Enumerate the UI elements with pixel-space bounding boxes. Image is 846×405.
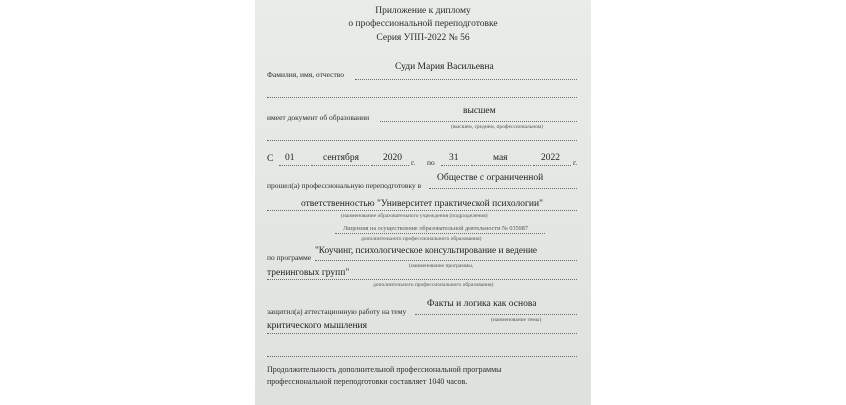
organization-label: прошел(а) профессиональную переподготовку в — [267, 181, 422, 190]
thesis-line-2 — [267, 333, 577, 334]
period-to-year-line — [533, 165, 571, 166]
license-line — [335, 233, 545, 234]
education-label: имеет документ об образовании — [267, 113, 370, 122]
period-from-month-line — [311, 165, 369, 166]
period-from-day-line — [279, 165, 309, 166]
program-line-1 — [315, 260, 577, 261]
period-from-year: 2020 — [383, 153, 402, 163]
program-hint: (наименование программы, — [409, 263, 474, 269]
duration-line2: профессиональной переподготовки составляет 1040 часов. — [267, 377, 468, 386]
header-title: Приложение к диплому — [375, 6, 471, 16]
period-to-year: 2022 — [541, 153, 560, 163]
period-from-year-line — [371, 165, 409, 166]
period-year-suffix-1: г. — [411, 158, 416, 167]
thesis-extra-line — [267, 356, 577, 357]
license-text: Лицензия на осуществление образовательной деятельности № 035987 — [343, 225, 528, 232]
thesis-line1: Факты и логика как основа — [427, 299, 537, 309]
organization-line2: ответственностью "Университет практической психологии" — [301, 199, 543, 209]
duration-line1: Продолжительность дополнительной профессиональной программы — [267, 365, 502, 374]
thesis-hint: (наименование темы) — [491, 317, 542, 323]
period-to-day-line — [441, 165, 469, 166]
thesis-line2: критического мышления — [267, 321, 368, 331]
education-value: высшем — [463, 106, 496, 116]
license-hint: дополнительного профессионального образования) — [361, 236, 482, 242]
period-to-month: мая — [493, 153, 508, 163]
program-line1: "Коучинг, психологическое консультирование и ведение — [315, 246, 538, 256]
program-line-2 — [267, 279, 577, 280]
program-label: по программе — [267, 253, 312, 262]
organization-line-2 — [267, 210, 577, 211]
period-year-suffix-2: г. — [573, 158, 578, 167]
education-hint: (высшем, среднем, профессиональном) — [451, 124, 544, 130]
period-to-month-line — [471, 165, 531, 166]
program-hint2: дополнительного профессионального образования) — [373, 282, 494, 288]
education-line — [380, 121, 577, 122]
organization-hint: (наименование образовательного учреждения (подразделения) — [341, 213, 488, 219]
thesis-line-1 — [415, 314, 577, 315]
header-series: Серия УПП-2022 № 56 — [376, 33, 470, 43]
period-from-prefix: С — [267, 154, 274, 164]
organization-line1: Обществе с ограниченной — [437, 173, 544, 183]
period-from-month: сентября — [323, 153, 359, 163]
program-line2: тренинговых групп" — [267, 268, 350, 278]
period-to-prefix: по — [427, 158, 435, 167]
period-to-day: 31 — [449, 153, 459, 163]
diploma-supplement-sheet — [255, 0, 591, 405]
fio-line — [355, 79, 577, 80]
organization-line-1 — [429, 188, 577, 189]
fio-value: Суди Мария Васильевна — [395, 62, 494, 72]
fio-extra-line — [267, 97, 577, 98]
period-from-day: 01 — [285, 153, 295, 163]
fio-label: Фамилия, имя, отчество — [267, 70, 344, 79]
header-subtitle: о профессиональной переподготовке — [348, 19, 498, 29]
thesis-label: защитил(а) аттестационную работу на тему — [267, 307, 407, 316]
education-extra-line — [267, 140, 577, 141]
